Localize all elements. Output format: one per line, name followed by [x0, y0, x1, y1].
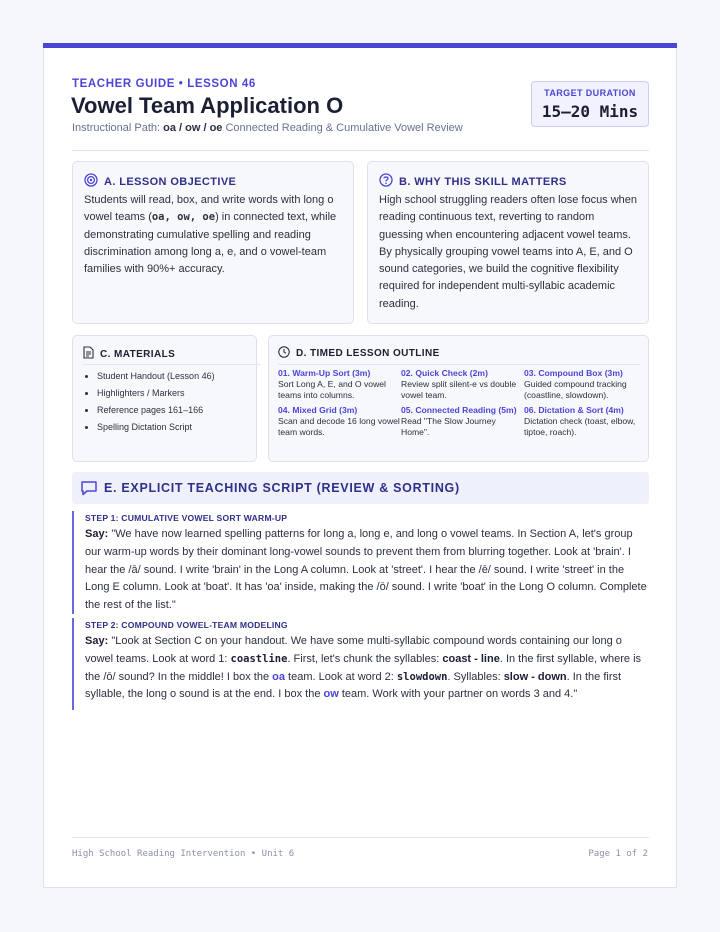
outline-item-desc: Dictation check (toast, elbow, tiptoe, roach).	[524, 416, 636, 437]
why-text: High school struggling readers often lose focus when reading continuous text, reverting to random guessing when encountering adjacent vowel teams. By physically grouping vowel teams into A, E, and O sound categories, we build the cognitive flexibility required for independent multi-syllabic academic reading.	[379, 194, 638, 310]
step-2-text: . In the first syllable, where is the /ō/ sound? In the middle! I box the	[85, 652, 642, 683]
outline-item-desc: Review split silent-e vs double vowel team.	[401, 379, 517, 400]
lesson-objective-card	[72, 161, 354, 324]
step-2-text: . First, let's chunk the syllables:	[287, 652, 443, 665]
instructional-path	[72, 122, 463, 134]
path-teams: oa / ow / oe	[163, 122, 223, 134]
materials-heading-text: C. MATERIALS	[100, 348, 176, 360]
objective-text-part1: Students will read, box, and write words with long o vowel teams (	[84, 194, 334, 224]
target-duration-box	[531, 81, 649, 127]
materials-card	[72, 335, 257, 462]
header-divider	[72, 150, 649, 151]
clock-icon	[278, 346, 290, 361]
target-icon	[84, 173, 98, 190]
lesson-eyebrow: TEACHER GUIDE • LESSON 46	[72, 78, 256, 90]
outline-item-title: 05. Connected Reading (5m)	[401, 405, 517, 415]
outline-item	[278, 405, 401, 438]
outline-item-desc: Sort Long A, E, and O vowel teams into columns.	[278, 379, 386, 400]
speech-bubble-icon	[80, 480, 98, 501]
chunk-coastline: coast - line	[442, 652, 500, 665]
step-1-body	[85, 526, 649, 615]
timed-outline-card	[268, 335, 649, 462]
outline-item-desc: Scan and decode 16 long vowel team words.	[278, 416, 400, 437]
objective-text-part2: ) in connected text, while demonstrating cumulative spelling and reading discrimination among long a, e, and o vowel-team families with 90%+ accuracy.	[84, 211, 337, 276]
duration-label: TARGET DURATION	[544, 88, 636, 98]
why-heading-text: B. WHY THIS SKILL MATTERS	[399, 175, 567, 188]
teaching-script-banner	[72, 472, 649, 504]
step-1-heading: STEP 1: CUMULATIVE VOWEL SORT WARM-UP	[85, 513, 288, 523]
script-step-2	[72, 618, 649, 710]
materials-list	[83, 364, 261, 436]
outline-item-title: 03. Compound Box (3m)	[524, 368, 623, 378]
list-item: • Highlighters / Markers	[97, 385, 261, 402]
accent-bar	[43, 43, 677, 48]
why-heading	[379, 173, 567, 190]
step-2-text: "Look at Section C on your handout. We have some multi-syllabic compound words containing our long o vowel teams. Look at word 1:	[85, 635, 622, 665]
teaching-script-heading: E. EXPLICIT TEACHING SCRIPT (REVIEW & SORTING)	[104, 481, 460, 495]
page-title: Vowel Team Application O	[71, 93, 344, 118]
outline-item-title: 06. Dictation & Sort (4m)	[524, 405, 624, 415]
lesson-page	[43, 43, 677, 888]
list-item: • Student Handout (Lesson 46)	[97, 368, 261, 385]
outline-item-desc: Guided compound tracking (coastline, slowdown).	[524, 379, 627, 400]
document-icon	[83, 346, 94, 362]
word-slowdown: slowdown	[396, 670, 448, 683]
step-2-heading: STEP 2: COMPOUND VOWEL-TEAM MODELING	[85, 620, 288, 630]
objective-heading-text: A. LESSON OBJECTIVE	[104, 175, 237, 188]
outline-item	[278, 368, 401, 401]
outline-item-title: 02. Quick Check (2m)	[401, 368, 488, 378]
step-2-text: . In the first syllable, the long o sound is at the end. I box the	[85, 670, 622, 701]
outline-heading	[278, 346, 440, 361]
duration-value: 15–20 Mins	[541, 102, 639, 121]
list-item: • Reference pages 161–166	[97, 402, 261, 419]
say-label: Say:	[85, 635, 109, 647]
step-2-text: team. Look at word 2:	[284, 670, 397, 683]
step-2-body	[85, 633, 649, 704]
outline-item	[524, 368, 640, 401]
outline-item	[401, 368, 524, 401]
objective-heading	[84, 173, 236, 190]
word-coastline: coastline	[230, 652, 288, 665]
outline-heading-text: D. TIMED LESSON OUTLINE	[296, 348, 440, 359]
chunk-slowdown: slow - down	[503, 670, 567, 683]
footer-divider	[72, 837, 649, 838]
outline-item-title: 01. Warm-Up Sort (3m)	[278, 368, 371, 378]
footer-course: High School Reading Intervention • Unit 6	[72, 849, 295, 859]
outline-item	[524, 405, 640, 438]
outline-grid	[278, 364, 640, 438]
vowel-team-oa: oa	[272, 670, 285, 683]
outline-item-desc: Read "The Slow Journey Home".	[401, 416, 496, 437]
step-1-text: "We have now learned spelling patterns for long a, long e, and long o vowel teams. In Section A, let's group our warm-up words by their dominant long-vowel sounds to prevent them from blurring together. Look at 'brain'. I hear the /ā/ sound. I write 'brain' in the Long A column. Look at 'street'. I hear the /ē/ sound. I write 'street' in the Long E column. Look at 'boat'. It has 'oa' inside, making the /ō/ sound. I write 'boat' in the Long O column. Complete the rest of the list."	[85, 528, 647, 612]
objective-text	[84, 192, 346, 278]
path-label: Instructional Path:	[72, 122, 161, 134]
vowel-team-ow: ow	[323, 688, 339, 701]
footer-page-number: Page 1 of 2	[588, 849, 648, 859]
path-description: Connected Reading & Cumulative Vowel Review	[225, 122, 463, 134]
script-step-1	[72, 511, 649, 614]
question-circle-icon	[379, 173, 393, 190]
list-item: • Spelling Dictation Script	[97, 419, 261, 436]
outline-item-title: 04. Mixed Grid (3m)	[278, 405, 358, 415]
say-label: Say:	[85, 528, 109, 540]
step-2-text: . Syllables:	[447, 670, 504, 683]
materials-heading	[83, 346, 175, 362]
objective-teams: oa, ow, oe	[151, 211, 216, 224]
why-skill-matters-card	[367, 161, 649, 324]
step-2-text: team. Work with your partner on words 3 and 4."	[338, 688, 578, 701]
outline-item	[401, 405, 524, 438]
